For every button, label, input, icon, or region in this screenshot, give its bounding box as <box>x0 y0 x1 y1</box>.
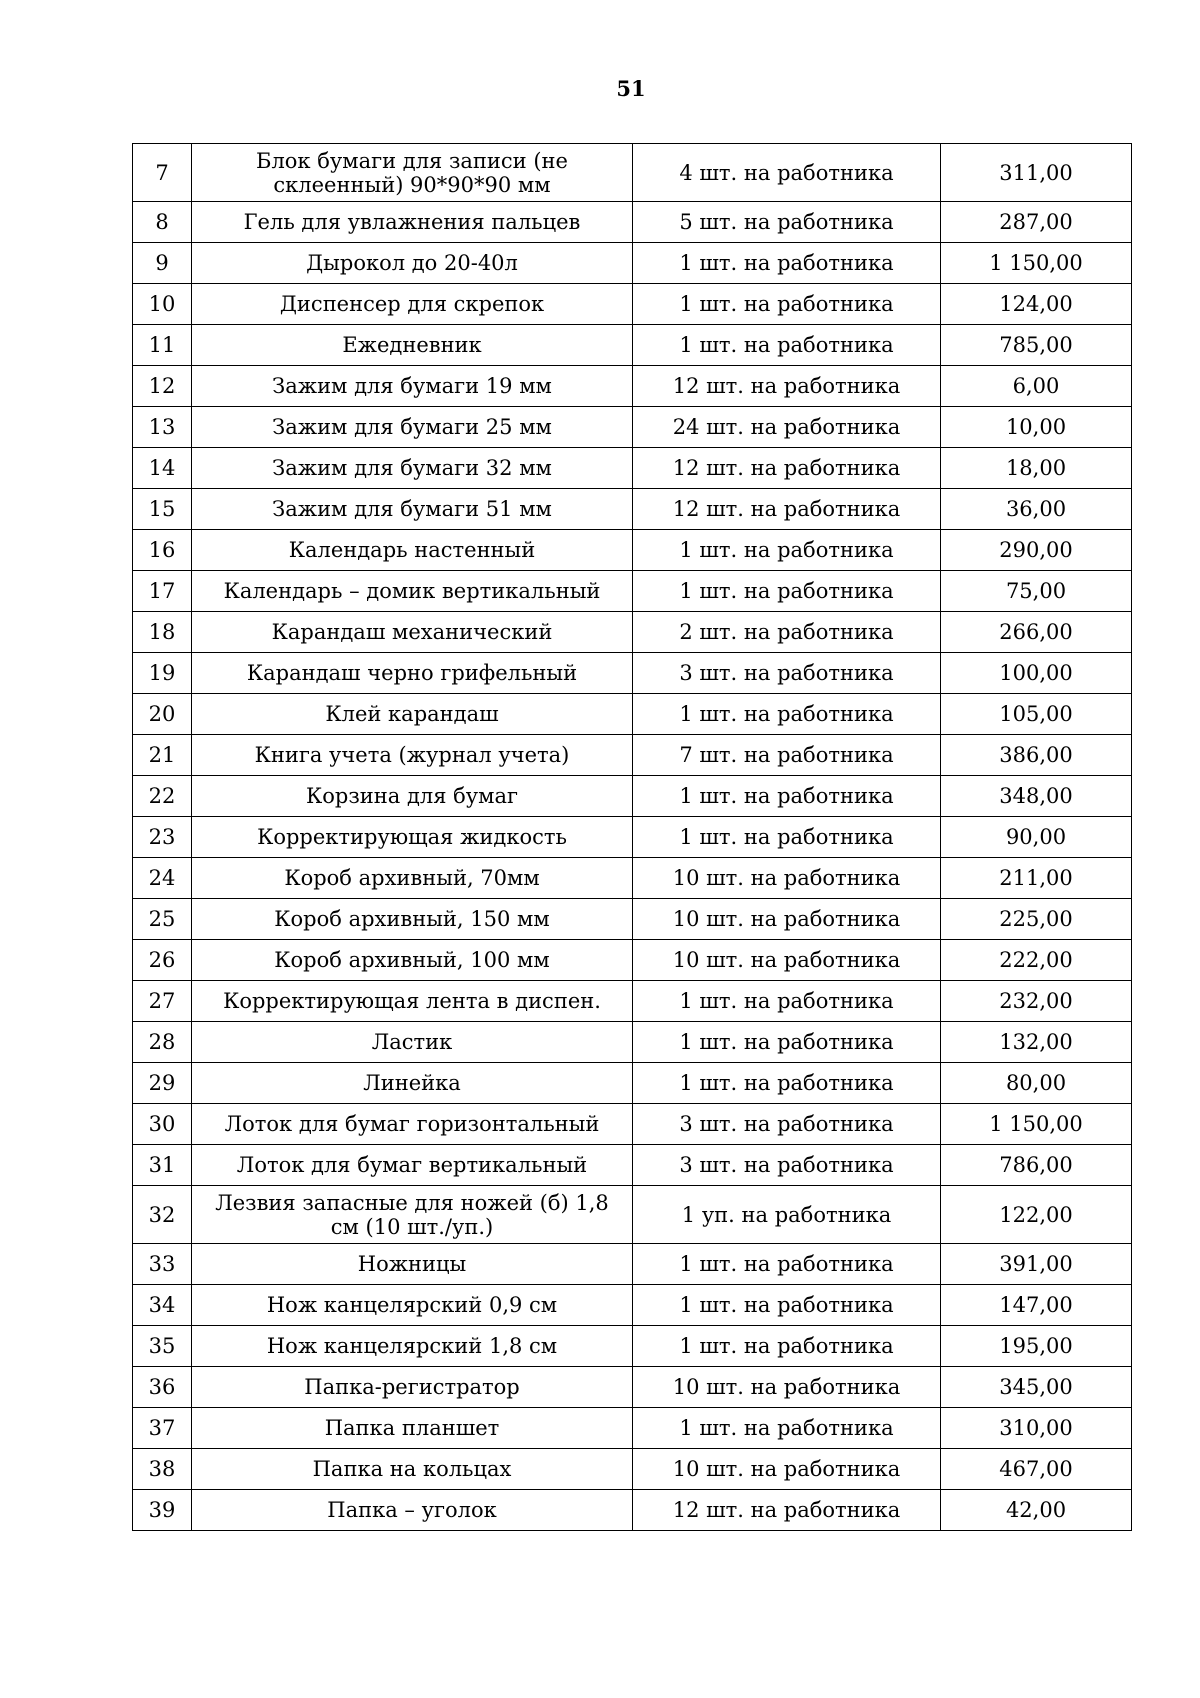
row-number-cell: 29 <box>133 1063 192 1104</box>
item-price-cell: 195,00 <box>941 1326 1132 1367</box>
item-name-cell: Календарь – домик вертикальный <box>192 571 633 612</box>
item-norm-cell: 2 шт. на работника <box>633 612 941 653</box>
item-name-cell: Папка – уголок <box>192 1490 633 1531</box>
table-row <box>133 448 1132 489</box>
row-number-cell: 38 <box>133 1449 192 1490</box>
item-norm-cell: 1 шт. на работника <box>633 530 941 571</box>
item-price-cell: 75,00 <box>941 571 1132 612</box>
table-row <box>133 1367 1132 1408</box>
item-name-cell: Лоток для бумаг вертикальный <box>192 1145 633 1186</box>
item-name-cell: Нож канцелярский 0,9 см <box>192 1285 633 1326</box>
item-price-cell: 6,00 <box>941 366 1132 407</box>
item-name-cell: Короб архивный, 70мм <box>192 858 633 899</box>
item-price-cell: 287,00 <box>941 202 1132 243</box>
item-name-cell: Клей карандаш <box>192 694 633 735</box>
row-number-cell: 16 <box>133 530 192 571</box>
item-price-cell: 124,00 <box>941 284 1132 325</box>
item-norm-cell: 10 шт. на работника <box>633 1449 941 1490</box>
row-number-cell: 27 <box>133 981 192 1022</box>
item-norm-cell: 7 шт. на работника <box>633 735 941 776</box>
item-name-cell: Лоток для бумаг горизонтальный <box>192 1104 633 1145</box>
row-number-cell: 17 <box>133 571 192 612</box>
row-number-cell: 37 <box>133 1408 192 1449</box>
item-norm-cell: 1 шт. на работника <box>633 243 941 284</box>
item-norm-cell: 12 шт. на работника <box>633 448 941 489</box>
table-row <box>133 1326 1132 1367</box>
item-name-cell: Корректирующая лента в диспен. <box>192 981 633 1022</box>
table-row <box>133 653 1132 694</box>
table-row <box>133 1145 1132 1186</box>
table-row <box>133 858 1132 899</box>
row-number-cell: 25 <box>133 899 192 940</box>
item-price-cell: 391,00 <box>941 1244 1132 1285</box>
item-price-cell: 42,00 <box>941 1490 1132 1531</box>
item-name-cell: Корзина для бумаг <box>192 776 633 817</box>
table-row <box>133 1449 1132 1490</box>
table-row <box>133 612 1132 653</box>
item-norm-cell: 1 шт. на работника <box>633 694 941 735</box>
row-number-cell: 39 <box>133 1490 192 1531</box>
table-row <box>133 243 1132 284</box>
item-norm-cell: 10 шт. на работника <box>633 858 941 899</box>
item-price-cell: 225,00 <box>941 899 1132 940</box>
item-name-cell: Папка на кольцах <box>192 1449 633 1490</box>
row-number-cell: 13 <box>133 407 192 448</box>
row-number-cell: 12 <box>133 366 192 407</box>
table-row <box>133 1104 1132 1145</box>
item-price-cell: 785,00 <box>941 325 1132 366</box>
item-name-cell: Ежедневник <box>192 325 633 366</box>
item-price-cell: 211,00 <box>941 858 1132 899</box>
table-row <box>133 1490 1132 1531</box>
row-number-cell: 14 <box>133 448 192 489</box>
item-norm-cell: 1 шт. на работника <box>633 325 941 366</box>
table-row <box>133 817 1132 858</box>
table-row <box>133 694 1132 735</box>
item-name-cell: Линейка <box>192 1063 633 1104</box>
row-number-cell: 20 <box>133 694 192 735</box>
item-name-cell: Нож канцелярский 1,8 см <box>192 1326 633 1367</box>
table-row <box>133 1244 1132 1285</box>
item-norm-cell: 12 шт. на работника <box>633 366 941 407</box>
item-norm-cell: 3 шт. на работника <box>633 1145 941 1186</box>
table-row <box>133 1063 1132 1104</box>
table-row <box>133 1408 1132 1449</box>
item-norm-cell: 1 шт. на работника <box>633 571 941 612</box>
row-number-cell: 36 <box>133 1367 192 1408</box>
item-norm-cell: 4 шт. на работника <box>633 144 941 202</box>
item-name-cell: Короб архивный, 150 мм <box>192 899 633 940</box>
item-price-cell: 348,00 <box>941 776 1132 817</box>
row-number-cell: 18 <box>133 612 192 653</box>
item-name-cell: Дырокол до 20-40л <box>192 243 633 284</box>
table-row <box>133 366 1132 407</box>
row-number-cell: 11 <box>133 325 192 366</box>
item-name-cell: Зажим для бумаги 51 мм <box>192 489 633 530</box>
table-row <box>133 530 1132 571</box>
item-norm-cell: 1 шт. на работника <box>633 1326 941 1367</box>
table-row <box>133 1022 1132 1063</box>
item-norm-cell: 12 шт. на работника <box>633 489 941 530</box>
item-norm-cell: 1 шт. на работника <box>633 776 941 817</box>
row-number-cell: 15 <box>133 489 192 530</box>
item-name-cell: Диспенсер для скрепок <box>192 284 633 325</box>
item-norm-cell: 5 шт. на работника <box>633 202 941 243</box>
item-norm-cell: 3 шт. на работника <box>633 1104 941 1145</box>
table-row <box>133 940 1132 981</box>
item-price-cell: 467,00 <box>941 1449 1132 1490</box>
item-price-cell: 122,00 <box>941 1186 1132 1244</box>
row-number-cell: 9 <box>133 243 192 284</box>
item-price-cell: 18,00 <box>941 448 1132 489</box>
item-name-cell: Календарь настенный <box>192 530 633 571</box>
item-price-cell: 232,00 <box>941 981 1132 1022</box>
item-price-cell: 147,00 <box>941 1285 1132 1326</box>
table-row <box>133 202 1132 243</box>
row-number-cell: 32 <box>133 1186 192 1244</box>
table-row <box>133 144 1132 202</box>
item-price-cell: 1 150,00 <box>941 1104 1132 1145</box>
item-price-cell: 90,00 <box>941 817 1132 858</box>
item-name-cell: Папка планшет <box>192 1408 633 1449</box>
item-norm-cell: 1 шт. на работника <box>633 1285 941 1326</box>
table-row <box>133 735 1132 776</box>
item-name-cell: Книга учета (журнал учета) <box>192 735 633 776</box>
table-row <box>133 407 1132 448</box>
row-number-cell: 30 <box>133 1104 192 1145</box>
item-norm-cell: 1 шт. на работника <box>633 1244 941 1285</box>
table-row <box>133 899 1132 940</box>
item-norm-cell: 1 уп. на работника <box>633 1186 941 1244</box>
item-name-cell: Ластик <box>192 1022 633 1063</box>
item-norm-cell: 1 шт. на работника <box>633 1408 941 1449</box>
row-number-cell: 33 <box>133 1244 192 1285</box>
table-row <box>133 284 1132 325</box>
row-number-cell: 8 <box>133 202 192 243</box>
item-norm-cell: 3 шт. на работника <box>633 653 941 694</box>
row-number-cell: 28 <box>133 1022 192 1063</box>
item-price-cell: 36,00 <box>941 489 1132 530</box>
item-price-cell: 222,00 <box>941 940 1132 981</box>
item-name-cell: Корректирующая жидкость <box>192 817 633 858</box>
item-norm-cell: 1 шт. на работника <box>633 981 941 1022</box>
item-price-cell: 345,00 <box>941 1367 1132 1408</box>
item-norm-cell: 1 шт. на работника <box>633 1022 941 1063</box>
item-price-cell: 1 150,00 <box>941 243 1132 284</box>
page-number: 51 <box>616 76 646 101</box>
row-number-cell: 34 <box>133 1285 192 1326</box>
item-price-cell: 10,00 <box>941 407 1132 448</box>
table-row <box>133 1186 1132 1244</box>
row-number-cell: 31 <box>133 1145 192 1186</box>
table-row <box>133 981 1132 1022</box>
table-row <box>133 325 1132 366</box>
item-norm-cell: 10 шт. на работника <box>633 899 941 940</box>
row-number-cell: 19 <box>133 653 192 694</box>
item-price-cell: 311,00 <box>941 144 1132 202</box>
item-price-cell: 80,00 <box>941 1063 1132 1104</box>
item-price-cell: 266,00 <box>941 612 1132 653</box>
item-price-cell: 786,00 <box>941 1145 1132 1186</box>
row-number-cell: 21 <box>133 735 192 776</box>
item-norm-cell: 24 шт. на работника <box>633 407 941 448</box>
item-name-cell: Блок бумаги для записи (не склеенный) 90*90*90 мм <box>192 144 633 202</box>
table-row <box>133 1285 1132 1326</box>
row-number-cell: 26 <box>133 940 192 981</box>
table-row <box>133 489 1132 530</box>
item-price-cell: 105,00 <box>941 694 1132 735</box>
row-number-cell: 22 <box>133 776 192 817</box>
item-name-cell: Карандаш механический <box>192 612 633 653</box>
item-name-cell: Папка-регистратор <box>192 1367 633 1408</box>
item-price-cell: 310,00 <box>941 1408 1132 1449</box>
item-name-cell: Зажим для бумаги 25 мм <box>192 407 633 448</box>
item-norm-cell: 1 шт. на работника <box>633 1063 941 1104</box>
row-number-cell: 7 <box>133 144 192 202</box>
item-name-cell: Короб архивный, 100 мм <box>192 940 633 981</box>
item-price-cell: 386,00 <box>941 735 1132 776</box>
item-name-cell: Лезвия запасные для ножей (б) 1,8 см (10 шт./уп.) <box>192 1186 633 1244</box>
item-name-cell: Гель для увлажнения пальцев <box>192 202 633 243</box>
row-number-cell: 35 <box>133 1326 192 1367</box>
table-row <box>133 776 1132 817</box>
item-norm-cell: 12 шт. на работника <box>633 1490 941 1531</box>
supplies-table <box>132 143 1132 1531</box>
item-norm-cell: 1 шт. на работника <box>633 817 941 858</box>
item-price-cell: 290,00 <box>941 530 1132 571</box>
item-norm-cell: 10 шт. на работника <box>633 1367 941 1408</box>
supplies-table-body <box>133 144 1132 1531</box>
row-number-cell: 23 <box>133 817 192 858</box>
item-price-cell: 132,00 <box>941 1022 1132 1063</box>
item-name-cell: Карандаш черно грифельный <box>192 653 633 694</box>
item-norm-cell: 1 шт. на работника <box>633 284 941 325</box>
item-price-cell: 100,00 <box>941 653 1132 694</box>
row-number-cell: 10 <box>133 284 192 325</box>
item-name-cell: Зажим для бумаги 32 мм <box>192 448 633 489</box>
item-name-cell: Зажим для бумаги 19 мм <box>192 366 633 407</box>
item-norm-cell: 10 шт. на работника <box>633 940 941 981</box>
table-row <box>133 571 1132 612</box>
item-name-cell: Ножницы <box>192 1244 633 1285</box>
row-number-cell: 24 <box>133 858 192 899</box>
